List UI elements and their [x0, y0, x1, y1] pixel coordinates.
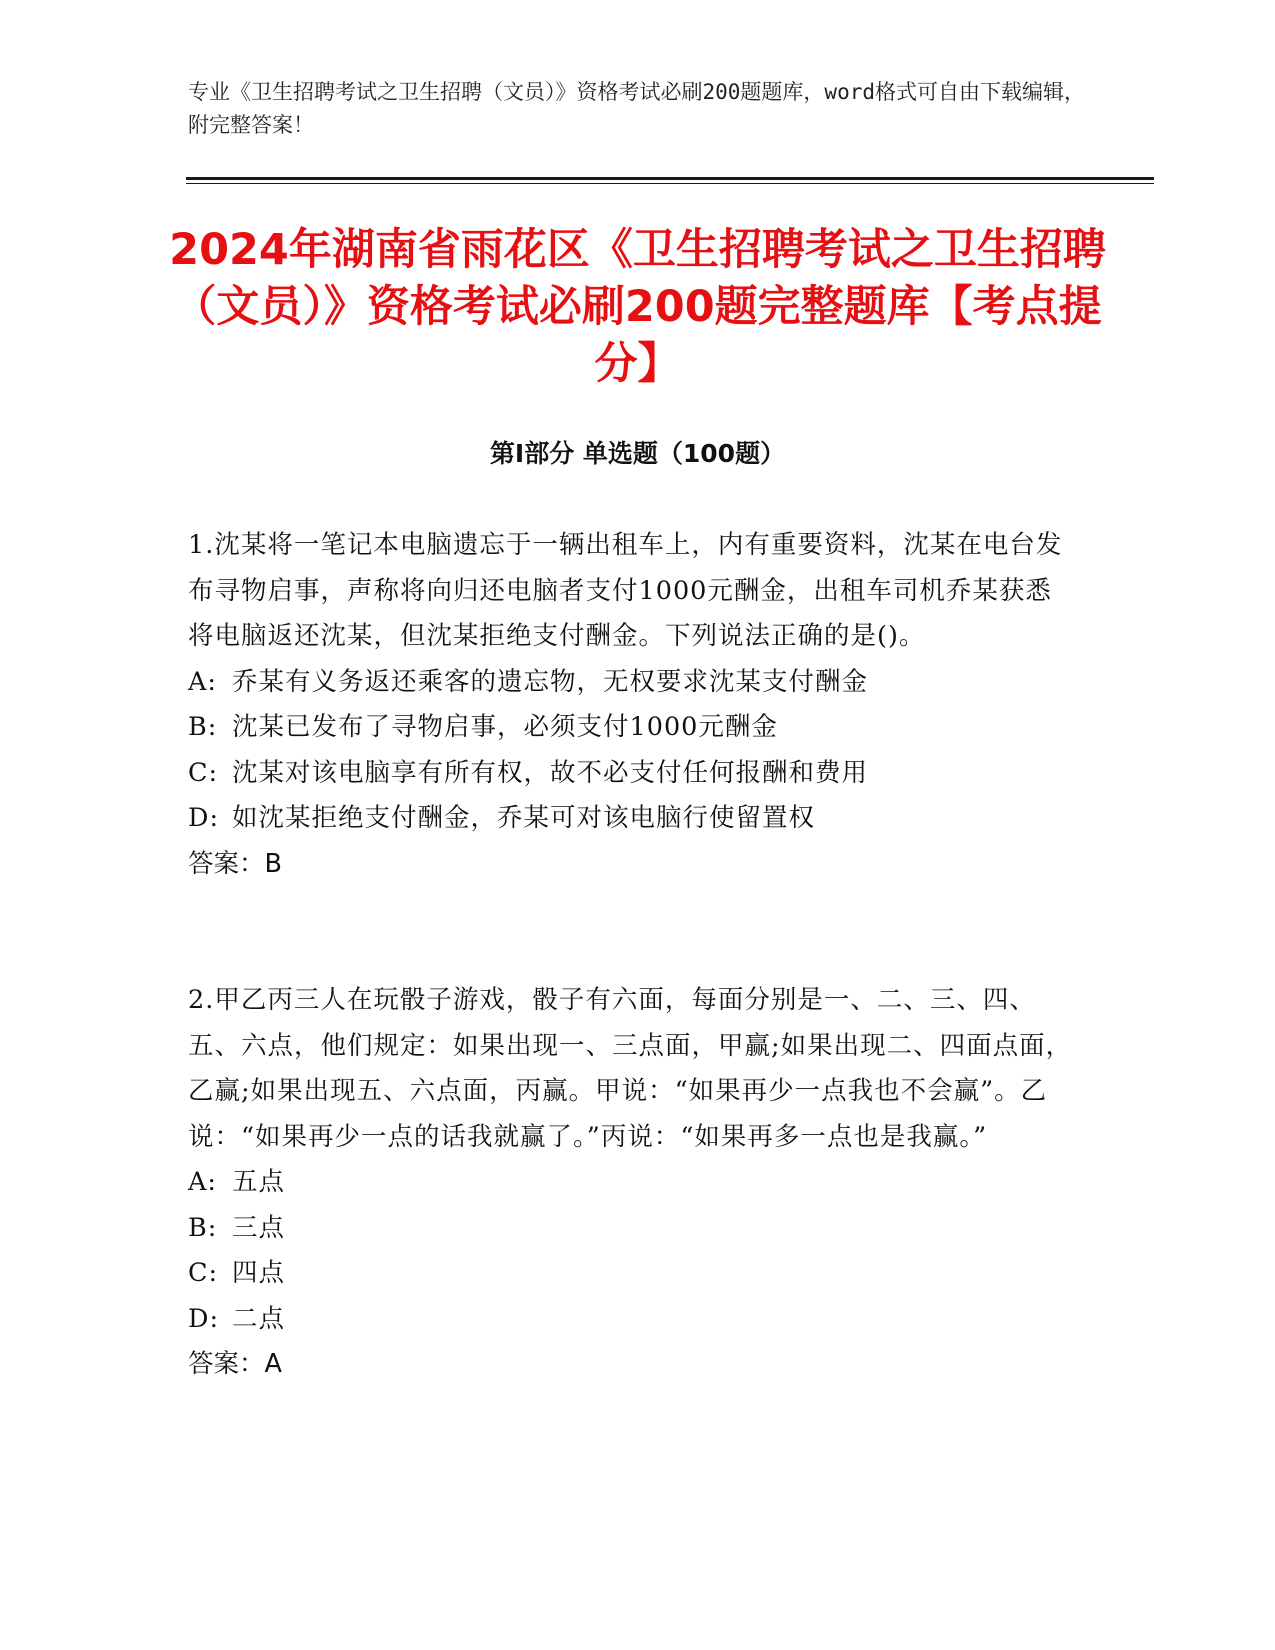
option-c [188, 1251, 1078, 1297]
option-letter: D: [188, 1303, 220, 1334]
option-d [188, 1297, 1078, 1343]
option-a [188, 1160, 1078, 1206]
option-c [188, 751, 1078, 797]
question-stem: 1.沈某将一笔记本电脑遗忘于一辆出租车上，内有重要资料，沈某在电台发布寻物启事，声称将向归还电脑者支付1000元酬金，出租车司机乔某获悉将电脑返还沈某，但沈某拒绝支付酬金。下列说法正确的是()。 [188, 530, 1063, 651]
option-b [188, 705, 1078, 751]
option-text: 四点 [232, 1258, 286, 1288]
option-text: 如沈某拒绝支付酬金，乔某可对该电脑行使留置权 [232, 803, 816, 833]
option-text: 沈某对该电脑享有所有权，故不必支付任何报酬和费用 [232, 757, 869, 788]
question-block [188, 978, 1078, 1388]
option-letter: B: [188, 712, 218, 742]
option-letter: A: [188, 666, 218, 697]
option-letter: C: [188, 757, 219, 788]
header-divider-thick [186, 177, 1154, 180]
question-block [188, 523, 1078, 887]
option-text: 二点 [232, 1303, 286, 1334]
question-stem: 2.甲乙丙三人在玩骰子游戏，骰子有六面，每面分别是一、二、三、四、五、六点，他们规定：如果出现一、三点面，甲赢;如果出现二、四面点面，乙赢;如果出现五、六点面，丙赢。甲说：“如果再少一点我也不会赢”。乙说：“如果再少一点的话我就赢了。”丙说：“如果再多一点也是我赢。” [188, 985, 1073, 1152]
header-divider-thin [186, 183, 1154, 184]
option-text: 乔某有义务返还乘客的遗忘物，无权要求沈某支付酬金 [232, 666, 869, 697]
answer-line: 答案：B [188, 848, 282, 879]
option-d [188, 796, 1078, 842]
option-text: 五点 [232, 1167, 286, 1197]
header-note: 专业《卫生招聘考试之卫生招聘（文员）》资格考试必刷200题题库，word格式可自由下载编辑，附完整答案！ [188, 80, 1085, 137]
option-letter: B: [188, 1212, 218, 1243]
option-a [188, 660, 1078, 706]
option-text: 沈某已发布了寻物启事，必须支付1000元酬金 [232, 712, 778, 742]
answer-line: 答案：A [188, 1349, 282, 1379]
option-text: 三点 [232, 1212, 286, 1243]
option-letter: C: [188, 1258, 219, 1288]
option-b [188, 1206, 1078, 1252]
section-title: 第I部分 单选题（100题） [489, 439, 786, 468]
option-letter: A: [188, 1167, 218, 1197]
option-letter: D: [188, 803, 220, 833]
document-title: 2024年湖南省雨花区《卫生招聘考试之卫生招聘（文员）》资格考试必刷200题完整题库【考点提分】 [169, 225, 1106, 389]
